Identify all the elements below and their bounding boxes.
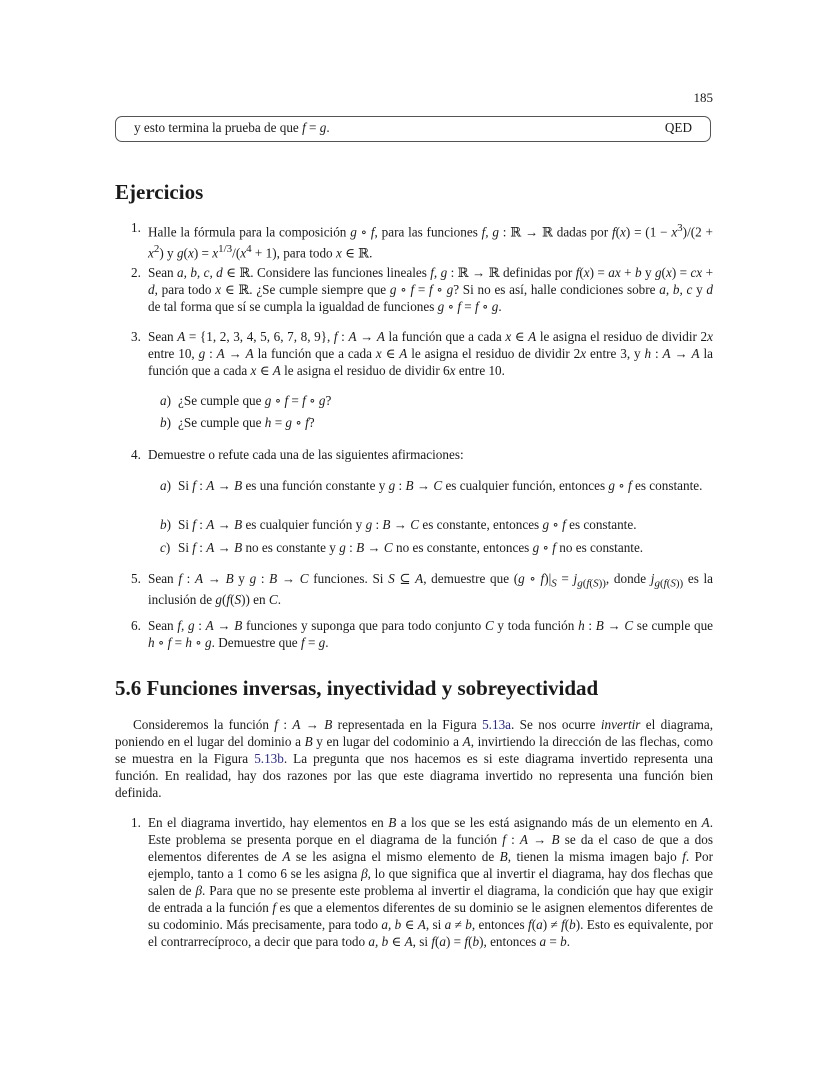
subitem-label: b) — [160, 415, 171, 430]
page-number: 185 — [693, 90, 713, 105]
exercise-text: Sean A = {1, 2, 3, 4, 5, 6, 7, 8, 9}, f : A → A la función que a cada x ∈ A le asigna el residuo de dividir 2x entre 10, g : A → A la función que a cada x ∈ A le asigna el residuo de dividir 2x entre 3, y h : A → A la función que a cada x ∈ A le asigna el residuo de dividir 6x entre 10. — [148, 329, 713, 378]
subitem-text: ¿Se cumple que g ∘ f = f ∘ g? — [178, 393, 332, 408]
reason-item — [115, 814, 713, 950]
subitem-text: Si f : A → B no es constante y g : B → C no es constante, entonces g ∘ f no es constante. — [178, 540, 644, 555]
subitem-text: Si f : A → B es una función constante y g : B → C es cualquier función, entonces g ∘ f es constante. — [178, 478, 703, 493]
subitem-text: ¿Se cumple que h = g ∘ f? — [178, 415, 315, 430]
exercise-item — [115, 220, 713, 262]
subitem-label: c) — [160, 540, 171, 555]
exercise-number: 4. — [131, 447, 141, 462]
exercise-subitem — [115, 415, 713, 432]
exercise-text: Sean a, b, c, d ∈ ℝ. Considere las funciones lineales f, g : ℝ → ℝ definidas por f(x) = ax + b y g(x) = cx + d, para todo x ∈ ℝ. ¿Se cumple siempre que g ∘ f = f ∘ g? Si no es así, halle condiciones sobre a, b, c y d de tal forma que sí se cumpla la igualdad de funciones g ∘ f = f ∘ g. — [148, 265, 714, 314]
exercise-item — [115, 447, 713, 464]
reason-number: 1. — [131, 815, 141, 830]
qed-label: QED — [664, 120, 692, 135]
qed-box-text: y esto termina la prueba de que f = g. — [134, 120, 330, 135]
exercise-text: Sean f : A → B y g : B → C funciones. Si S ⊆ A, demuestre que (g ∘ $f)|_S = j_{g(f(S))}$, donde $j_{g(f(S))}$ es la inclusión de g(f(S)) en C. — [148, 571, 714, 608]
intro-paragraph: Consideremos la función f : A → B representada en la Figura 5.13a. Se nos ocurre invertir el diagrama, poniendo en el lugar del dominio a B y en lugar del codominio a A, invirtiendo la dirección de las flechas, como se muestra en la Figura 5.13b. La pregunta que nos hacemos es si este diagrama invertido representa una función. En realidad, hay dos razones por las que este diagrama invertido no representa una función bien definida. — [115, 717, 713, 800]
exercise-item — [115, 265, 713, 315]
exercise-number: 2. — [131, 265, 141, 280]
exercise-subitem — [115, 393, 713, 410]
exercise-item — [115, 329, 713, 379]
reason-text: En el diagrama invertido, hay elementos en B a los que se les está asignando más de un elemento en A. Este problema se presenta porque en el diagrama de la función f : A → B se da el caso de que a dos elementos diferentes de A se les asigna el mismo elemento de B, tienen la misma imagen bajo f. Por ejemplo, tanto a 1 como 6 se les asigna β, lo que significa que al invertir el diagrama, hay dos flechas que salen de β. Para que no se presente este problema al invertir el diagrama, la condición que hay que exigir de entrada a la función f es que a elementos diferentes de su dominio se le asignen elementos diferentes de su codominio. Más precisamente, para todo a, b ∈ A, si a ≠ b, entonces f(a) ≠ f(b). Esto es equivalente, por el contrarrecíproco, a decir que para todo a, b ∈ A, si f(a) = f(b), entonces a = b. — [148, 815, 714, 949]
section-heading: 5.6 Funciones inversas, inyectividad y sobreyectividad — [115, 676, 599, 700]
figure-link-5-13a[interactable]: 5.13a — [482, 717, 512, 732]
qed-box — [115, 116, 711, 142]
exercise-item — [115, 571, 713, 609]
exercise-subitem — [115, 478, 713, 495]
figure-link-5-13b[interactable]: 5.13b — [254, 751, 284, 766]
exercise-number: 1. — [131, 220, 141, 235]
exercise-number: 3. — [131, 329, 141, 344]
exercise-subitem — [115, 517, 713, 534]
exercise-subitem — [115, 540, 713, 557]
exercise-text: Halle la fórmula para la composición g ∘ f, para las funciones f, g : ℝ → ℝ dadas por $f(x) = (1 - x^3)/(2 + x^2)$ y $g(x) = x^{1/3}/(x^4 + 1)$, para todo x ∈ ℝ. — [148, 222, 713, 261]
exercises-heading: Ejercicios — [115, 180, 204, 204]
exercise-number: 5. — [131, 571, 141, 586]
subitem-label: b) — [160, 517, 171, 532]
exercise-number: 6. — [131, 618, 141, 633]
subitem-label: a) — [160, 478, 171, 493]
exercise-item — [115, 618, 713, 652]
exercise-text: Sean f, g : A → B funciones y suponga que para todo conjunto C y toda función h : B → C se cumple que h ∘ f = h ∘ g. Demuestre que f = g. — [148, 618, 714, 650]
subitem-label: a) — [160, 393, 171, 408]
exercise-text: Demuestre o refute cada una de las siguientes afirmaciones: — [148, 447, 464, 462]
subitem-text: Si f : A → B es cualquier función y g : B → C es constante, entonces g ∘ f es constante. — [178, 517, 637, 532]
